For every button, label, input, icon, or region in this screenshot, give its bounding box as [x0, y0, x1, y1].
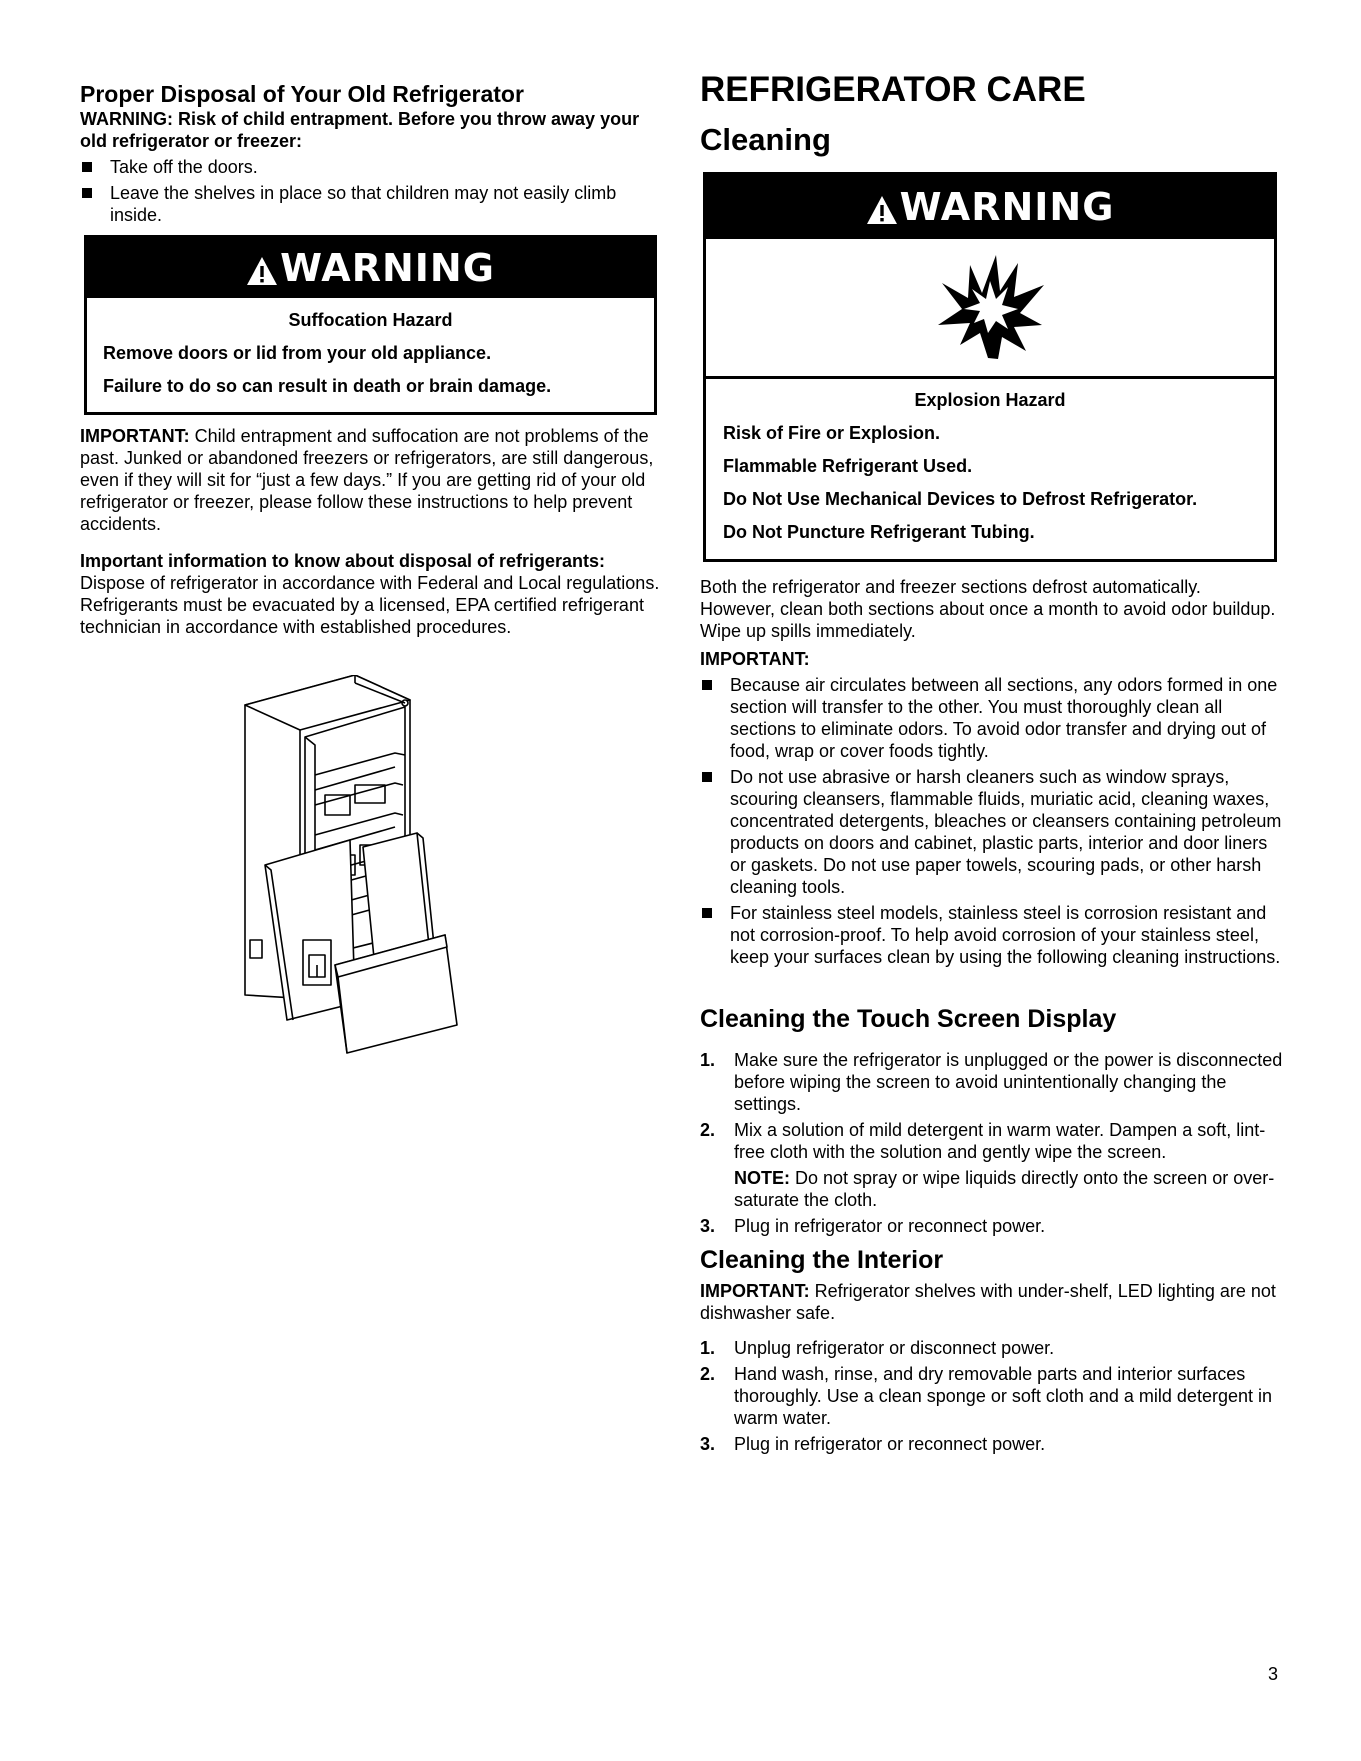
list-item: Because air circulates between all sections, any odors formed in one section will transfer to the other. You must thoroughly clean all sections to eliminate odors. To avoid odor transfer and drying out of food, wrap or cover foods tightly.	[700, 674, 1285, 762]
list-item: Leave the shelves in place so that children may not easily climb inside.	[80, 182, 640, 226]
list-item: 2. Mix a solution of mild detergent in warm water. Dampen a soft, lint-free cloth with the solution and gently wipe the screen. NOTE: Do not spray or wipe liquids directly onto the screen or over-saturate the cloth.	[700, 1119, 1285, 1211]
warning-line: Do Not Use Mechanical Devices to Defrost Refrigerator.	[723, 489, 1198, 509]
warning-line: Failure to do so can result in death or brain damage.	[103, 376, 552, 396]
warning-triangle-icon	[246, 256, 278, 286]
warning-line: Remove doors or lid from your old appliance.	[103, 343, 492, 363]
bullet-square-icon	[702, 680, 712, 690]
warning-hazard-title: Explosion Hazard	[914, 390, 1066, 410]
interior-title: Cleaning the Interior	[700, 1246, 944, 1274]
refrigerant-paragraph: Dispose of refrigerator in accordance with Federal and Local regulations. Refrigerants must be evacuated by a licensed, EPA certified refrigerant technician in accordance with established procedures.	[80, 573, 660, 637]
interior-important: IMPORTANT: Refrigerator shelves with under-shelf, LED lighting are not dishwasher safe.	[700, 1281, 1276, 1323]
care-title: REFRIGERATOR CARE	[700, 70, 1086, 109]
refrigerator-illustration	[235, 675, 515, 1055]
bullet-square-icon	[702, 772, 712, 782]
warning-line: Do Not Puncture Refrigerant Tubing.	[723, 522, 1035, 542]
warning-header: WARNING	[706, 175, 1274, 239]
disposal-warning: WARNING: Risk of child entrapment. Before you throw away your old refrigerator or freezer:	[80, 109, 640, 151]
note: NOTE: Do not spray or wipe liquids directly onto the screen or over-saturate the cloth.	[734, 1168, 1275, 1210]
bullet-square-icon	[82, 188, 92, 198]
important-bullets	[700, 674, 1285, 968]
explosion-warning-box	[703, 172, 1277, 562]
bullet-square-icon	[82, 162, 92, 172]
refrigerant-heading: Important information to know about disposal of refrigerants:	[80, 551, 606, 571]
list-item: 2. Hand wash, rinse, and dry removable parts and interior surfaces thoroughly. Use a clean sponge or soft cloth and a mild detergent in warm water.	[700, 1364, 1272, 1428]
defrost-paragraph: Both the refrigerator and freezer sections defrost automatically. However, clean both sections about once a month to avoid odor buildup. Wipe up spills immediately.	[700, 577, 1276, 641]
list-item: Do not use abrasive or harsh cleaners such as window sprays, scouring cleansers, flammable fluids, muriatic acid, cleaning waxes, concentrated detergents, bleaches or cleansers containing petroleum products on doors and cabinet, plastic parts, interior and door liners or gaskets. Do not use paper towels, scouring pads, or other harsh cleaning tools.	[700, 766, 1285, 898]
explosion-symbol-area	[706, 239, 1274, 379]
touch-screen-steps	[700, 1049, 1285, 1237]
cleaning-title: Cleaning	[700, 122, 831, 157]
list-item: 1. Make sure the refrigerator is unplugged or the power is disconnected before wiping the screen to avoid unintentionally changing the settings.	[700, 1050, 1283, 1114]
important-label: IMPORTANT:	[700, 649, 810, 669]
interior-steps	[700, 1337, 1285, 1455]
explosion-icon	[930, 253, 1050, 363]
warning-triangle-icon	[866, 195, 898, 225]
warning-header: WARNING	[87, 238, 654, 298]
warning-line: Flammable Refrigerant Used.	[723, 456, 973, 476]
warning-line: Risk of Fire or Explosion.	[723, 423, 941, 443]
list-item: 1. Unplug refrigerator or disconnect power.	[700, 1338, 1055, 1358]
list-item: For stainless steel models, stainless steel is corrosion resistant and not corrosion-proof. To help avoid corrosion of your stainless steel, keep your surfaces clean by using the following cleaning instructions.	[700, 902, 1285, 968]
suffocation-warning-box	[84, 235, 657, 415]
list-item: Take off the doors.	[80, 156, 640, 178]
disposal-bullets	[80, 156, 640, 226]
touch-screen-title: Cleaning the Touch Screen Display	[700, 1005, 1117, 1033]
page-number: 3	[1268, 1664, 1279, 1684]
list-item: 3. Plug in refrigerator or reconnect power.	[700, 1434, 1046, 1454]
bullet-square-icon	[702, 908, 712, 918]
list-item: 3. Plug in refrigerator or reconnect power.	[700, 1216, 1046, 1236]
important-paragraph: IMPORTANT: Child entrapment and suffocation are not problems of the past. Junked or abandoned freezers or refrigerators, are still dangerous, even if they will sit for “just a few days.” If you are getting rid of your old refrigerator or freezer, please follow these instructions to help prevent accidents.	[80, 426, 654, 534]
disposal-title: Proper Disposal of Your Old Refrigerator	[80, 81, 524, 107]
warning-hazard-title: Suffocation Hazard	[288, 310, 453, 330]
